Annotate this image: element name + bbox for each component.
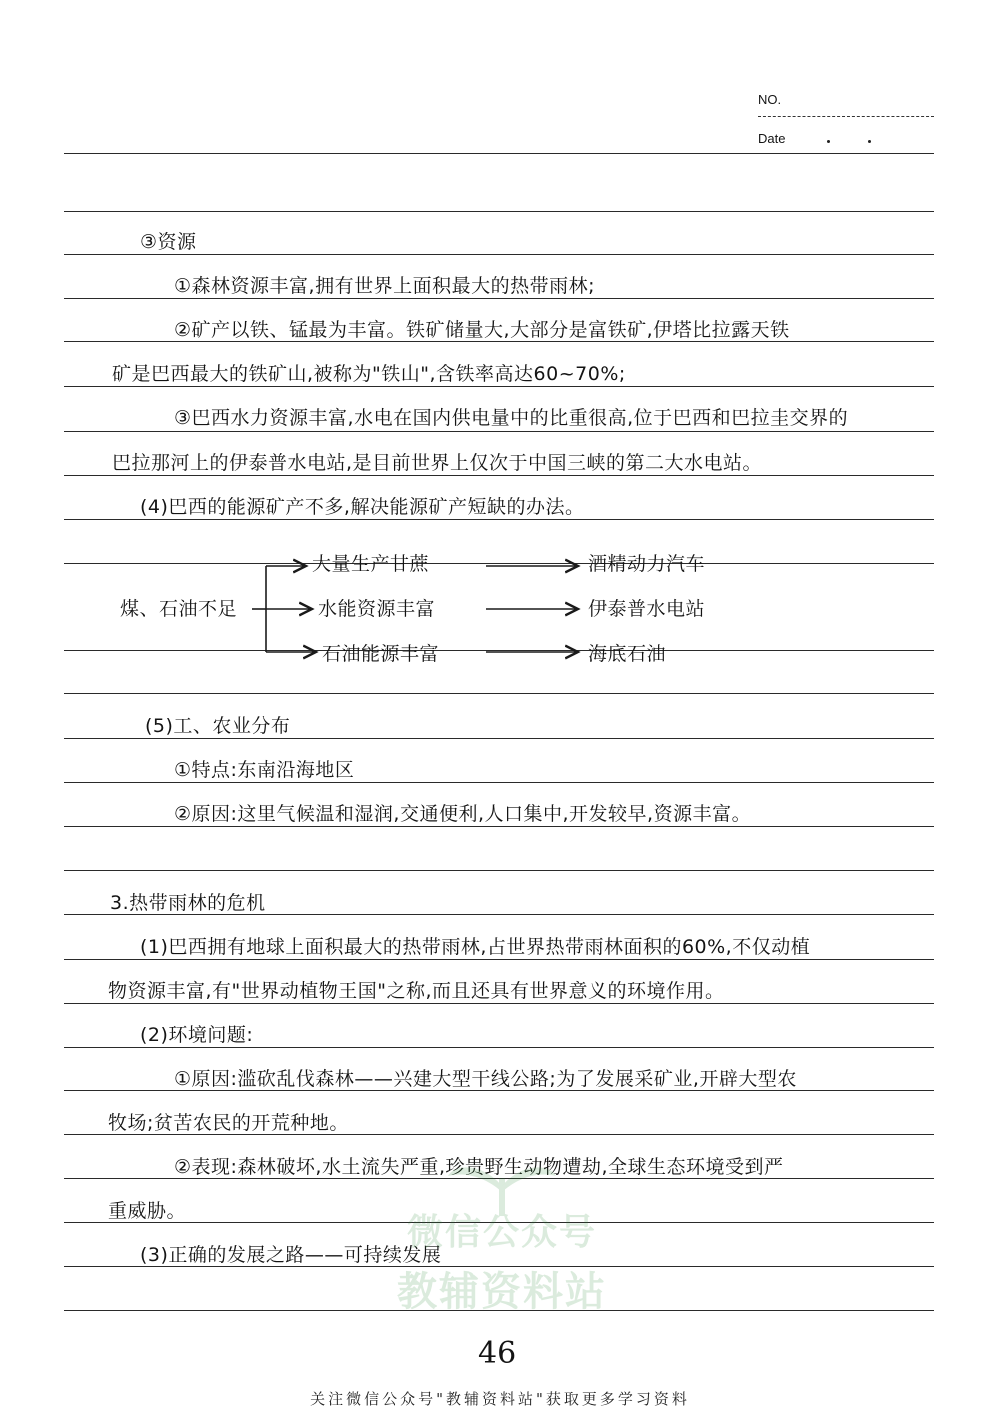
- ruled-line: [64, 211, 934, 212]
- watermark-line: 教辅资料站: [397, 1269, 607, 1315]
- ruled-line: [64, 254, 934, 255]
- diagram-result: 伊泰普水电站: [588, 598, 706, 620]
- diagram-root: 煤、石油不足: [120, 598, 238, 620]
- ruled-line: [64, 650, 934, 651]
- text-line: ③巴西水力资源丰富,水电在国内供电量中的比重很高,位于巴西和巴拉圭交界的: [174, 407, 849, 429]
- ruled-line: [64, 475, 934, 476]
- ruled-line: [64, 298, 934, 299]
- diagram-cause: 石油能源丰富: [322, 643, 440, 665]
- date-dot: [868, 140, 871, 143]
- text-line: ①特点:东南沿海地区: [174, 759, 355, 781]
- ruled-line: [64, 738, 934, 739]
- section-heading-sustainable: (3)正确的发展之路——可持续发展: [140, 1244, 442, 1266]
- footer-note: 关注微信公众号"教辅资料站"获取更多学习资料: [310, 1390, 690, 1408]
- diagram-cause: 水能资源丰富: [318, 598, 436, 620]
- section-heading-distribution: (5)工、农业分布: [145, 715, 291, 737]
- text-line: ①森林资源丰富,拥有世界上面积最大的热带雨林;: [174, 275, 595, 297]
- text-line: 物资源丰富,有"世界动植物王国"之称,而且还具有世界意义的环境作用。: [108, 980, 725, 1002]
- ruled-line: [64, 1003, 934, 1004]
- section-heading-problems: (2)环境问题:: [140, 1024, 254, 1046]
- section-heading-rainforest: 3.热带雨林的危机: [110, 892, 266, 914]
- watermark-line: 微信公众号: [406, 1212, 597, 1253]
- section-heading-resources: ③资源: [140, 231, 197, 253]
- number-label: NO.: [758, 92, 782, 107]
- text-line: ②原因:这里气候温和湿润,交通便利,人口集中,开发较早,资源丰富。: [174, 803, 752, 825]
- text-line: (1)巴西拥有地球上面积最大的热带雨林,占世界热带雨林面积的60%,不仅动植: [140, 936, 811, 958]
- date-dot: [827, 140, 830, 143]
- page-number: 46: [478, 1336, 517, 1371]
- ruled-line: [64, 1047, 934, 1048]
- ruled-line: [64, 431, 934, 432]
- date-label: Date: [758, 131, 786, 146]
- text-line: ②表现:森林破坏,水土流失严重,珍贵野生动物遭劫,全球生态环境受到严: [174, 1156, 784, 1178]
- text-line: ①原因:滥砍乱伐森林——兴建大型干线公路;为了发展采矿业,开辟大型农: [174, 1068, 797, 1090]
- watermark-logo: [372, 1158, 632, 1315]
- ruled-line: [64, 563, 934, 564]
- ruled-line: [64, 782, 934, 783]
- ruled-line: [64, 826, 934, 827]
- ruled-line: [64, 153, 934, 154]
- ruled-line: [64, 870, 934, 871]
- ruled-line: [64, 693, 934, 694]
- text-line: 矿是巴西最大的铁矿山,被称为"铁山",含铁率高达60~70%;: [112, 363, 626, 385]
- text-line: 牧场;贫苦农民的开荒种地。: [108, 1112, 349, 1134]
- ruled-line: [64, 959, 934, 960]
- diagram-result: 海底石油: [588, 643, 667, 665]
- ruled-line: [64, 386, 934, 387]
- number-dashed-line: [758, 116, 934, 117]
- text-line: ②矿产以铁、锰最为丰富。铁矿储量大,大部分是富铁矿,伊塔比拉露天铁: [174, 319, 790, 341]
- ruled-line: [64, 519, 934, 520]
- section-heading-energy: (4)巴西的能源矿产不多,解决能源矿产短缺的办法。: [140, 496, 585, 518]
- text-line: 巴拉那河上的伊泰普水电站,是目前世界上仅次于中国三峡的第二大水电站。: [112, 452, 763, 474]
- diagram-cause: 大量生产甘蔗: [312, 553, 430, 575]
- diagram-result: 酒精动力汽车: [588, 553, 706, 575]
- text-line: 重威胁。: [108, 1200, 187, 1222]
